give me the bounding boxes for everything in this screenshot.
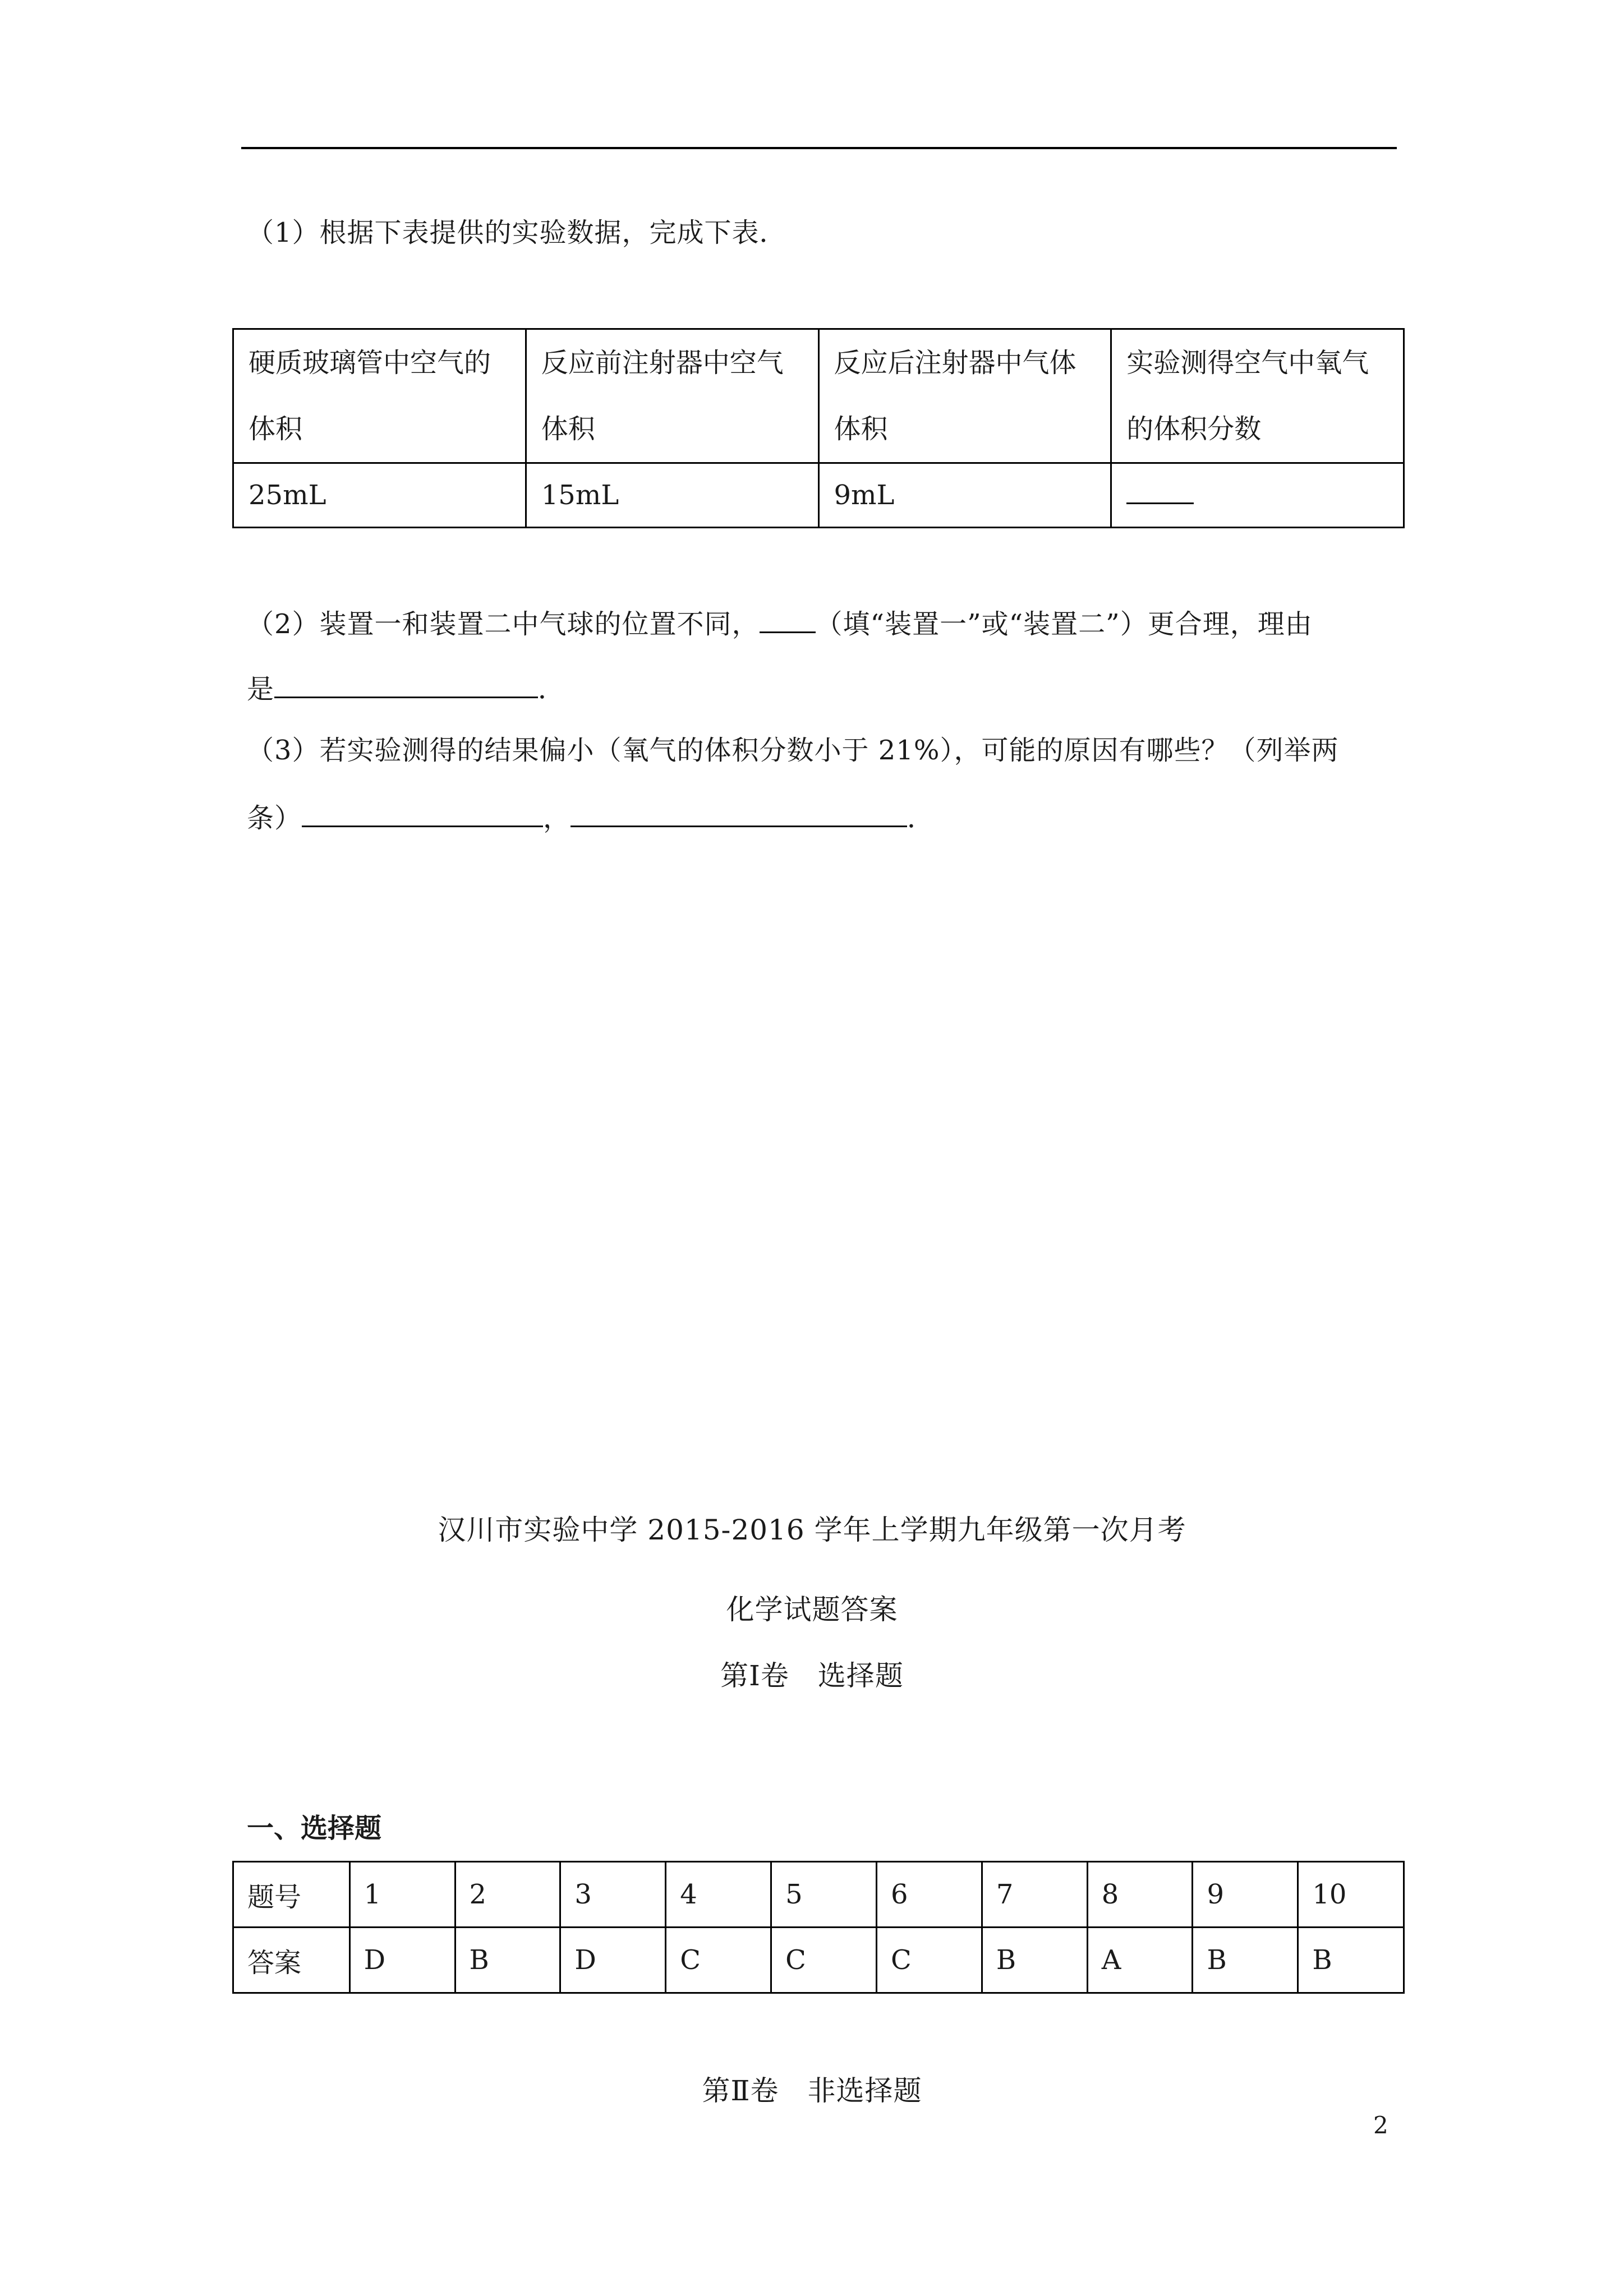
table-header-row <box>233 329 1404 463</box>
table-row <box>233 463 1404 528</box>
header-cell-oxygen-fraction: 实验测得空气中氧气 的体积分数 <box>1111 329 1404 463</box>
question-number-cell: 4 <box>666 1862 771 1928</box>
answer-cell: D <box>349 1928 455 1993</box>
answer-cell: B <box>1298 1928 1404 1993</box>
subject-title: 化学试题答案 <box>726 1593 898 1626</box>
answer-blank[interactable] <box>1126 480 1194 504</box>
section-1-heading: 一、选择题 <box>247 1813 382 1844</box>
question-number-cell: 10 <box>1298 1862 1404 1928</box>
question-number-cell: 8 <box>1087 1862 1193 1928</box>
question-3-line-1: （3）若实验测得的结果偏小（氧气的体积分数小于 21%），可能的原因有哪些？（列举两 <box>247 735 1339 766</box>
question-number-cell: 3 <box>560 1862 666 1928</box>
question-2-line-2: 是 ． <box>247 672 565 706</box>
answer-blank-cell[interactable] <box>1111 463 1404 528</box>
answer-blank[interactable] <box>302 801 543 827</box>
question-number-cell: 7 <box>982 1862 1087 1928</box>
header-cell-syringe-before: 反应前注射器中空气 体积 <box>526 329 818 463</box>
question-2-line-1: （2）装置一和装置二中气球的位置不同， （填“装置一”或“装置二”）更合理，理由 <box>247 607 1313 641</box>
value-cell: 9mL <box>818 463 1111 528</box>
table-row <box>233 1928 1404 1993</box>
answer-cell: B <box>1193 1928 1298 1993</box>
header-rule <box>241 147 1397 149</box>
value-cell: 25mL <box>233 463 526 528</box>
header-cell-tube-air-volume: 硬质玻璃管中空气的 体积 <box>233 329 526 463</box>
answer-cell: B <box>455 1928 560 1993</box>
school-title: 汉川市实验中学 2015-2016 学年上学期九年级第一次月考 <box>438 1514 1186 1546</box>
part-1-title: 第Ⅰ卷 选择题 <box>720 1659 904 1692</box>
answer-blank[interactable] <box>760 607 816 633</box>
answer-cell: B <box>982 1928 1087 1993</box>
row-label-question-number: 题号 <box>233 1862 350 1928</box>
answer-cell: C <box>666 1928 771 1993</box>
answer-blank[interactable] <box>571 801 907 827</box>
question-number-cell: 9 <box>1193 1862 1298 1928</box>
part-2-title: 第Ⅱ卷 非选择题 <box>702 2074 922 2107</box>
answer-blank[interactable] <box>274 672 538 698</box>
question-number-cell: 2 <box>455 1862 560 1928</box>
question-number-cell: 1 <box>349 1862 455 1928</box>
question-3-line-2: 条） ， ． <box>247 801 935 835</box>
answer-cell: A <box>1087 1928 1193 1993</box>
row-label-answer: 答案 <box>233 1928 350 1993</box>
answer-cell: C <box>771 1928 877 1993</box>
header-cell-syringe-after: 反应后注射器中气体 体积 <box>818 329 1111 463</box>
question-number-cell: 5 <box>771 1862 877 1928</box>
experiment-data-table <box>232 328 1405 528</box>
answer-cell: C <box>877 1928 982 1993</box>
answer-table <box>232 1861 1405 1994</box>
answer-cell: D <box>560 1928 666 1993</box>
table-row <box>233 1862 1404 1928</box>
value-cell: 15mL <box>526 463 818 528</box>
page-number: 2 <box>1373 2111 1388 2139</box>
question-1-text: （1）根据下表提供的实验数据，完成下表． <box>247 217 787 248</box>
question-number-cell: 6 <box>877 1862 982 1928</box>
